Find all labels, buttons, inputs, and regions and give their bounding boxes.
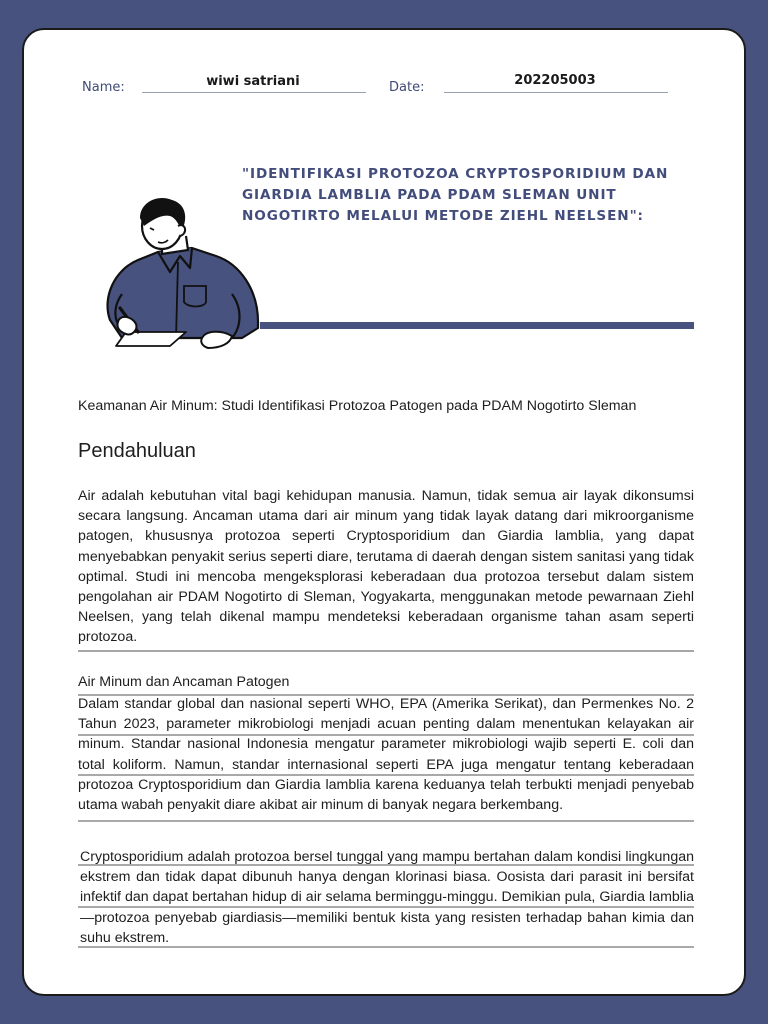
- worksheet-page: [22, 28, 746, 996]
- man-writing-illustration: [92, 198, 264, 358]
- date-value[interactable]: 202205003: [514, 73, 596, 88]
- name-label: Name:: [82, 80, 125, 95]
- intro-paragraph: Air adalah kebutuhan vital bagi kehidupan manusia. Namun, tidak semua air layak dikonsumsi secara langsung. Ancaman utama dari air minum yang tidak layak datang dari mikroorganisme patogen, khususnya protozoa seperti Cryptosporidium dan Giardia lamblia, yang dapat menyebabkan penyakit serius seperti diare, terutama di daerah dengan sistem sanitasi yang tidak optimal. Studi ini mencoba mengeksplorasi keberadaan dua protozoa tersebut dalam sistem pengolahan air PDAM Nogotirto di Sleman, Yogyakarta, menggunakan metode pewarnaan Ziehl Neelsen, yang telah dikenal mampu mendeteksi keberadaan organisme tahan asam seperti protozoa.: [78, 488, 694, 646]
- date-underline: [444, 92, 668, 93]
- date-label: Date:: [389, 80, 425, 95]
- subtitle: Keamanan Air Minum: Studi Identifikasi Protozoa Patogen pada PDAM Nogotirto Sleman: [78, 398, 637, 414]
- intro-heading: Pendahuluan: [78, 440, 196, 462]
- pathogen-paragraph: Dalam standar global dan nasional seperti WHO, EPA (Amerika Serikat), dan Permenkes No. 2 Tahun 2023, parameter mikrobiologi menjadi acuan penting dalam menentukan kelayakan air minum. Standar nasional Indonesia mengatur parameter mikrobiologi wajib seperti E. coli dan total koliform. Namun, standar internasional seperti EPA juga mengatur tentang keberadaan protozoa Cryptosporidium dan Giardia lamblia karena keduanya telah terbukti menjadi penyebab utama wabah penyakit diare akibat air minum di banyak negara berkembang.: [78, 696, 694, 814]
- section-divider: [78, 650, 694, 652]
- name-value[interactable]: wiwi satriani: [206, 74, 300, 89]
- document-title: "IDENTIFIKASI PROTOZOA CRYPTOSPORIDIUM DAN GIARDIA LAMBLIA PADA PDAM SLEMAN UNIT NOGOTIRTO MELALUI METODE ZIEHL NEELSEN":: [242, 166, 669, 224]
- pathogen-heading: Air Minum dan Ancaman Patogen: [78, 674, 290, 690]
- cryptosporidium-paragraph: Cryptosporidium adalah protozoa bersel tunggal yang mampu bertahan dalam kondisi lingkungan ekstrem dan tidak dapat dibunuh hanya dengan klorinasi biasa. Oosista dari parasit ini bersifat infektif dan dapat bertahan hidup di air selama berminggu-minggu. Demikian pula, Giardia lamblia—protozoa penyebab giardiasis—memiliki bentuk kista yang resisten terhadap bahan kimia dan suhu ekstrem.: [80, 849, 694, 946]
- title-divider-bar: [260, 322, 694, 329]
- ruled-line: [78, 820, 694, 822]
- name-underline: [142, 92, 366, 93]
